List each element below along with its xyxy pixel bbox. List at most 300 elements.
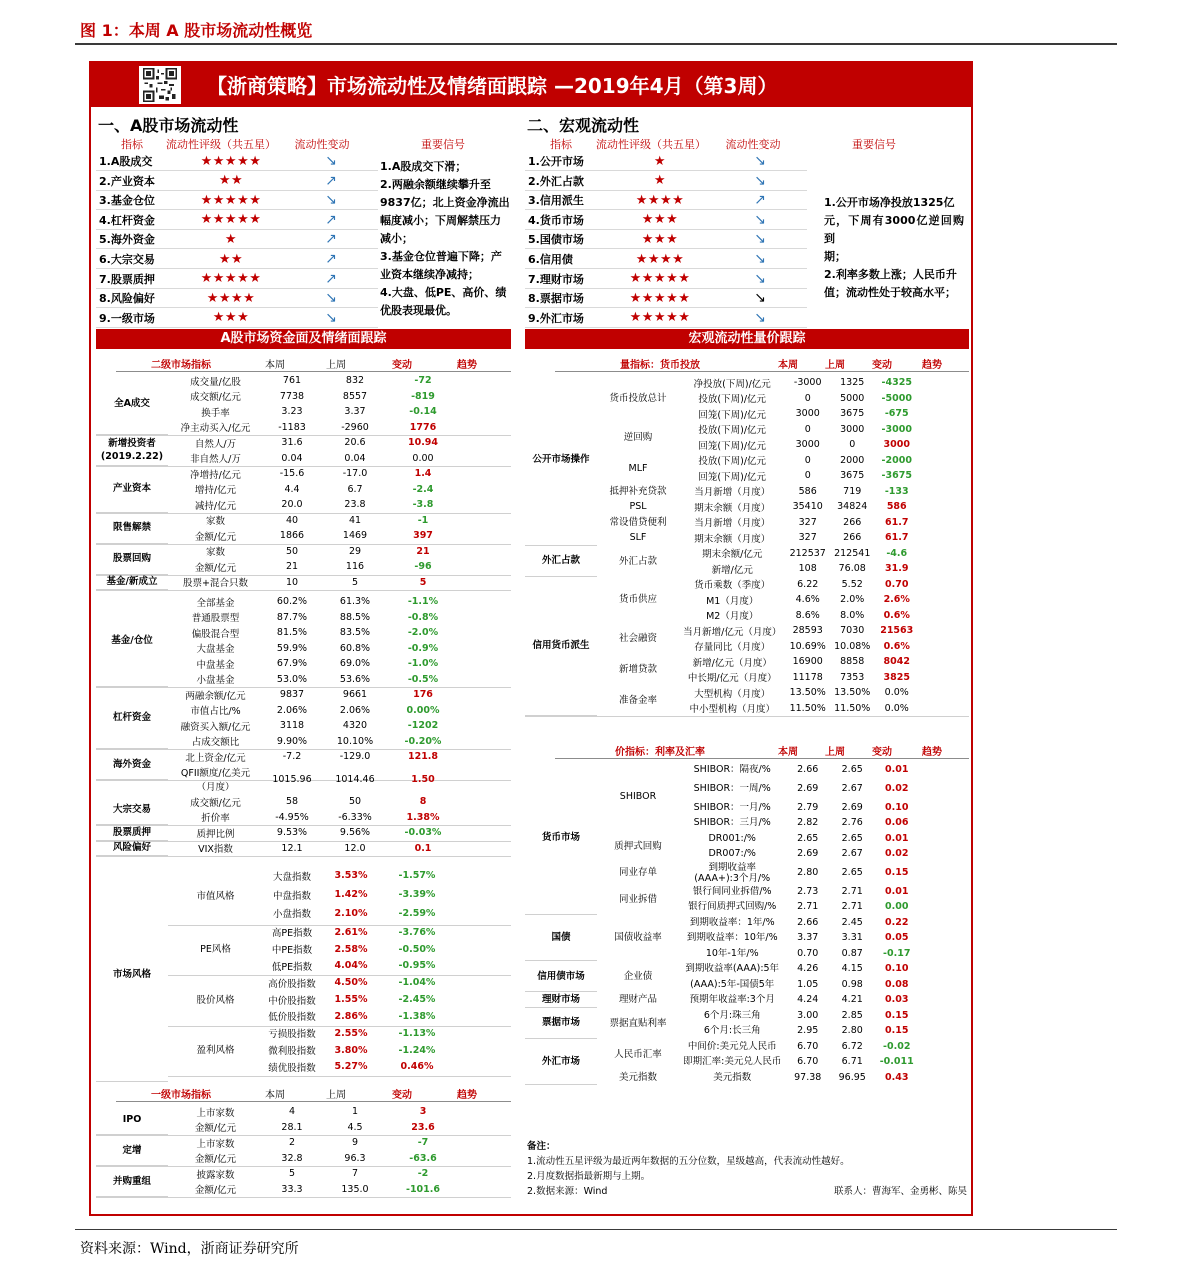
change: 0.01 (885, 885, 909, 897)
this-week: 10.69% (789, 640, 826, 652)
sub-label: 抵押补充贷款 (609, 485, 667, 497)
rating-row (96, 309, 378, 328)
header-cell: 变动 (392, 360, 412, 371)
last-week: 61.3% (339, 596, 371, 608)
last-week: 41 (348, 514, 362, 526)
star-rating: ★★ (218, 251, 244, 267)
note-line: 2.月度数据指最新期与上期。 (527, 1171, 651, 1182)
last-week: 4.15 (841, 963, 863, 975)
sub-label: 国债收益率 (614, 932, 662, 944)
last-week: 4320 (342, 720, 368, 732)
last-week: 2.45 (841, 916, 863, 928)
this-week: 33.3 (281, 1183, 303, 1195)
table-row (168, 1182, 511, 1198)
this-week: 40 (285, 514, 299, 526)
table-row (679, 375, 919, 391)
change: 0.1 (414, 842, 432, 854)
indicator-name: 9.外汇市场 (528, 311, 584, 325)
this-week: 20.0 (281, 499, 303, 511)
this-week: 1015.96 (272, 773, 312, 785)
this-week: 50 (285, 545, 299, 557)
group-divider (96, 590, 511, 591)
last-week: 266 (843, 516, 862, 528)
change: -3.8 (412, 499, 434, 511)
index-name: 低价股指数 (268, 1012, 316, 1024)
table-row (168, 641, 511, 657)
table-row (679, 778, 919, 800)
metric-name: 期末余额/亿元 (702, 549, 763, 561)
table-row (679, 1039, 919, 1055)
change: 0.05 (885, 932, 909, 944)
group-label: 货币市场 (525, 762, 597, 915)
this-week: 31.6 (281, 437, 303, 449)
rating-row (525, 309, 807, 328)
metric-name: M2（月度） (706, 611, 759, 623)
metric-name: SHIBOR：隔夜/% (693, 764, 771, 776)
this-week: 3.53% (334, 870, 368, 882)
last-week: 7 (351, 1168, 359, 1180)
last-week: 34824 (837, 501, 868, 513)
change: 1.50 (411, 773, 435, 785)
table-row (168, 734, 511, 750)
group-label: 限售解禁 (96, 513, 168, 544)
change: 3 (419, 1106, 427, 1118)
this-week: 2.80 (797, 867, 819, 878)
metric-name: (AAA):5年-国债5年 (690, 978, 775, 990)
sub-label: 理财产品 (618, 994, 657, 1006)
last-week: 88.5% (339, 611, 371, 623)
table-row (679, 406, 919, 422)
section-title-a-share: 一、A股市场流动性 (98, 116, 239, 135)
this-week: 5 (288, 1168, 296, 1180)
sub-label: 社会融资 (618, 633, 657, 644)
this-week: 28593 (792, 625, 823, 637)
last-week: 2.65 (841, 764, 863, 776)
last-week: 2.65 (841, 867, 863, 878)
metric-name: 即期汇率:美元兑人民币 (683, 1056, 782, 1068)
trend-arrow-icon: ↗ (754, 192, 766, 209)
header-cell: 价指标：利率及汇率 (615, 747, 705, 758)
table-row (679, 453, 919, 469)
change: -4.6 (886, 547, 908, 559)
last-week: -3.76% (398, 926, 436, 938)
metric-name: DR001:/% (708, 832, 756, 844)
this-week: 0.04 (281, 452, 303, 464)
table-row (168, 404, 511, 420)
last-week: 50 (348, 796, 362, 808)
note-line: 2.数据来源：Wind (527, 1186, 608, 1197)
metric-name: VIX指数 (198, 844, 233, 856)
metric-name: QFII额度/亿美元 （月度） (180, 768, 251, 794)
this-week: 108 (798, 563, 817, 575)
this-week: 3.80% (334, 1044, 368, 1056)
trend-arrow-icon: ↘ (325, 290, 337, 307)
last-week: 1 (351, 1106, 359, 1118)
sub-label: 货币供应 (618, 594, 657, 606)
group-label: 信用货币派生 (525, 577, 597, 717)
this-week: 0 (804, 454, 811, 466)
last-week: 10.10% (336, 735, 374, 747)
section1-signals (380, 158, 510, 320)
indicator-name: 6.大宗交易 (99, 253, 155, 266)
table-row (679, 639, 919, 655)
change: -0.20% (404, 735, 442, 747)
metric-name: 上市家数 (196, 1107, 235, 1119)
table-row (679, 577, 919, 593)
index-name: 高价股指数 (268, 978, 316, 990)
last-week: 266 (843, 532, 862, 544)
header-indicator: 指标 (550, 138, 572, 151)
metric-name: 到期收益率：1年/% (689, 916, 775, 928)
this-week: 11.50% (789, 702, 826, 714)
metric-name: 投放(下周)/亿元 (698, 394, 767, 406)
index-name: 小盘指数 (272, 909, 311, 921)
table-row (679, 515, 919, 531)
signal-line: 业资本继续净减持； (380, 268, 479, 281)
table-row (168, 435, 511, 451)
style-row (263, 925, 463, 941)
last-week: 76.08 (838, 563, 866, 575)
change: 1.38% (406, 811, 440, 823)
change: -0.03% (404, 827, 442, 839)
this-week: 0 (804, 423, 811, 435)
last-week: 2.65 (841, 832, 863, 844)
metric-name: 成交额/亿元 (190, 797, 241, 809)
sub-label: 同业拆借 (618, 893, 657, 905)
style-row (263, 1026, 463, 1042)
table-row (168, 513, 511, 529)
metric-name: 上市家数 (196, 1138, 235, 1150)
table-row (679, 530, 919, 546)
this-week: 10 (285, 576, 299, 588)
signal-line: 1.A股成交下滑； (380, 160, 467, 173)
this-week: 1.05 (797, 978, 819, 990)
group-label: 国债 (525, 915, 597, 962)
table-row (679, 670, 919, 686)
sub-label: 准备金率 (618, 695, 657, 706)
group-label: 基金/仓位 (96, 594, 168, 687)
metric-name: 家数 (205, 516, 225, 528)
metric-name: 自然人/万 (194, 438, 237, 450)
dashboard-banner (91, 63, 971, 107)
sub-label: 票据直贴利率 (609, 1017, 667, 1029)
change: 0.6% (883, 640, 910, 652)
table-row (679, 846, 919, 862)
indicator-name: 4.杠杆资金 (99, 213, 155, 227)
table-row (679, 899, 919, 915)
header-cell: 本周 (265, 360, 285, 371)
metric-name: 新增/亿元 (711, 564, 753, 576)
table-row (168, 625, 511, 641)
indicator-name: 4.货币市场 (528, 213, 584, 227)
metric-name: 净主动买入/亿元 (180, 423, 251, 435)
table-row (168, 1151, 511, 1167)
index-name: 微利股指数 (268, 1046, 316, 1058)
header-cell: 变动 (872, 747, 892, 758)
this-week: -15.6 (279, 468, 305, 480)
change: 3825 (883, 671, 910, 683)
star-rating: ★ (653, 153, 667, 169)
this-week: 8.6% (795, 609, 820, 621)
change: -3675 (881, 470, 912, 482)
table-row (168, 610, 511, 626)
last-week: 8.0% (840, 609, 865, 621)
change: 0.0% (884, 702, 909, 714)
last-week: 6.71 (841, 1056, 863, 1068)
metric-name: 当月新增（月度） (694, 518, 771, 530)
group-label: 外汇市场 (525, 1039, 597, 1086)
last-week: -17.0 (342, 468, 368, 480)
this-week: -3000 (793, 377, 822, 389)
this-week: 1866 (279, 530, 305, 542)
this-week: 4.50% (334, 977, 368, 989)
change: -2000 (881, 454, 912, 466)
metric-name: 偏股混合型 (191, 628, 240, 640)
notes (527, 1139, 967, 1199)
index-name: 中PE指数 (271, 945, 313, 957)
sub-label: 美元指数 (618, 1071, 657, 1083)
last-week: 3.31 (841, 932, 863, 944)
sub-label: PSL (629, 501, 647, 513)
rating-row (96, 270, 378, 289)
change: -2 (417, 1168, 429, 1180)
metric-name: 成交量/亿股 (190, 376, 241, 388)
last-week: -2960 (341, 421, 369, 433)
indicator-name: 2.产业资本 (99, 174, 155, 188)
signal-line: 优股表现最优。 (380, 304, 457, 317)
group-label: 并购重组 (96, 1166, 168, 1197)
indicator-name: 5.海外资金 (99, 233, 155, 247)
this-week: 4.04% (334, 960, 368, 972)
change: 21 (416, 545, 430, 557)
rating-row (96, 172, 378, 191)
change: 397 (413, 530, 433, 542)
last-week: 0 (849, 439, 856, 451)
trend-arrow-icon: ↗ (325, 231, 337, 248)
table-row (168, 718, 511, 734)
last-week: -1.57% (398, 870, 436, 882)
last-week: -6.33% (338, 811, 372, 823)
qr-code-icon (139, 66, 181, 104)
trend-arrow-icon: ↗ (325, 211, 337, 228)
header-cell: 本周 (778, 747, 798, 758)
group-label: 股票回购 (96, 544, 168, 575)
table-row (168, 389, 511, 405)
table-row (679, 654, 919, 670)
change: 0.00% (406, 704, 440, 716)
section1-ratings (96, 152, 378, 328)
last-week: 2.71 (841, 901, 863, 913)
change: -4325 (881, 377, 912, 389)
table-row (168, 1135, 511, 1151)
last-week: 6.72 (841, 1040, 863, 1052)
style-row (263, 958, 463, 974)
header-cell: 上周 (326, 360, 346, 371)
table-row (168, 825, 511, 841)
last-week: 23.8 (344, 499, 366, 511)
change: -0.14 (409, 406, 437, 418)
header-cell: 上周 (825, 360, 845, 371)
last-week: 116 (345, 561, 365, 573)
group-divider (168, 1076, 511, 1077)
last-week: 11.50% (834, 702, 871, 714)
star-rating: ★★★★★ (200, 212, 262, 228)
this-week: 3.37 (797, 932, 819, 944)
metric-name: SHIBOR：一月/% (693, 801, 771, 813)
metric-name: 两融余额/亿元 (185, 690, 246, 702)
this-week: 35410 (792, 501, 823, 513)
signal-line: 元，下周有3000亿逆回购到 (824, 214, 964, 245)
header-cell: 趋势 (457, 1090, 477, 1101)
signal-line: 减小； (380, 232, 413, 245)
indicator-name: 6.信用债 (528, 253, 573, 266)
rating-row (525, 289, 807, 308)
table-row (679, 1054, 919, 1070)
this-week: 2.71 (797, 901, 819, 913)
indicator-name: 5.国债市场 (528, 233, 584, 247)
table-row (679, 561, 919, 577)
this-week: 4 (288, 1106, 296, 1118)
rating-row (96, 230, 378, 249)
this-week: 0.70 (797, 947, 819, 959)
this-week: 6.22 (797, 578, 819, 590)
star-rating: ★★★★★ (629, 310, 691, 326)
star-rating: ★★★★ (635, 251, 685, 267)
table-row (679, 685, 919, 701)
metric-name: 折价率 (201, 813, 230, 825)
liquidity-dashboard (89, 61, 973, 1216)
rating-row (525, 191, 807, 210)
metric-name: DR007:/% (708, 848, 756, 860)
table-row (168, 451, 511, 467)
group-label: 股票质押 (96, 825, 168, 841)
this-week: 2.10% (334, 907, 368, 919)
metric-name: 质押比例 (196, 828, 235, 840)
this-week: 4.6% (795, 594, 820, 606)
section1-header (98, 136, 518, 150)
signal-line: 期； (824, 250, 846, 263)
table-row (168, 373, 511, 389)
star-rating: ★★★★★ (629, 271, 691, 287)
change: -2.0% (407, 627, 439, 639)
last-week: 1325 (840, 377, 865, 389)
change: 0.00 (885, 901, 909, 913)
group-label: 定增 (96, 1135, 168, 1166)
table-row (679, 1008, 919, 1024)
table-row (168, 703, 511, 719)
metric-name: 全部基金 (196, 597, 235, 609)
group-label: 票据市场 (525, 1008, 597, 1039)
sub-label: 质押式回购 (614, 840, 662, 852)
style-row (263, 1059, 463, 1075)
change: 23.6 (411, 1121, 435, 1133)
this-week: 2.69 (797, 848, 819, 860)
section-title-macro: 二、宏观流动性 (527, 116, 640, 135)
change: 0.43 (885, 1071, 909, 1083)
last-week: 9 (351, 1137, 359, 1149)
index-name: 低PE指数 (271, 961, 313, 973)
this-week: 2.73 (797, 885, 819, 897)
header-change: 流动性变动 (725, 138, 781, 151)
indicator-name: 8.风险偏好 (99, 292, 155, 306)
change: 0.10 (885, 801, 909, 813)
this-week: 212537 (789, 547, 826, 559)
metric-name: 6个月:珠三角 (703, 1009, 761, 1021)
last-week: 719 (843, 485, 862, 497)
this-week: 53.0% (276, 673, 308, 685)
star-rating: ★★★ (641, 212, 679, 228)
change: 1.4 (414, 468, 432, 480)
metric-name: 投放(下周)/亿元 (698, 425, 767, 437)
this-week: 1.55% (334, 994, 368, 1006)
index-name: 中价股指数 (268, 995, 316, 1007)
table-divider (525, 716, 969, 717)
style-row (263, 975, 463, 991)
group-label: 基金/新成立 (96, 575, 168, 591)
table-row (168, 794, 511, 810)
last-week: 2.71 (841, 885, 863, 897)
this-week: 87.7% (276, 611, 308, 623)
sub-label: 人民币汇率 (614, 1048, 662, 1060)
table-row (168, 687, 511, 703)
sub-label: 同业存单 (618, 867, 657, 878)
change: 0.15 (885, 1009, 909, 1021)
table-row (679, 930, 919, 946)
rating-row (525, 230, 807, 249)
table-row (168, 420, 511, 436)
last-week: 9661 (342, 689, 368, 701)
change: 0.6% (883, 609, 910, 621)
last-week: 12.0 (344, 842, 366, 854)
last-week: 10.08% (834, 640, 871, 652)
index-name: 绩优股指数 (268, 1062, 316, 1074)
table-row (168, 575, 511, 591)
this-week: 21 (285, 561, 299, 573)
a-share-tracking-bar: A股市场资金面及情绪面跟踪 (96, 329, 511, 349)
change: -7 (417, 1137, 429, 1149)
last-week: -2.45% (398, 994, 436, 1006)
metric-name: 普通股票型 (191, 613, 240, 625)
metric-name: 融资买入额/亿元 (180, 721, 251, 733)
table-row (679, 422, 919, 438)
last-week: 29 (348, 545, 362, 557)
this-week: 3000 (795, 408, 820, 420)
last-week: 3675 (840, 408, 865, 420)
change: 586 (886, 501, 907, 513)
table-row (168, 544, 511, 560)
table-row (168, 497, 511, 513)
table-row (679, 701, 919, 717)
indicator-name: 1.A股成交 (99, 155, 153, 168)
index-name: 亏损股指数 (268, 1029, 316, 1041)
table-row (168, 841, 511, 857)
index-name: 大盘指数 (272, 871, 311, 883)
sub-label: MLF (628, 462, 648, 474)
table-row (679, 499, 919, 515)
signal-line: 值；流动性处于较高水平； (824, 286, 956, 299)
change: -819 (411, 390, 435, 402)
metric-name: 当月新增（月度） (694, 487, 771, 499)
change: 3000 (883, 439, 910, 451)
header-cell: 上周 (326, 1090, 346, 1101)
table-row (168, 482, 511, 498)
table-row (679, 391, 919, 407)
this-week: 327 (798, 532, 817, 544)
metric-name: 净投放(下周)/亿元 (693, 378, 771, 390)
change: 121.8 (407, 751, 439, 763)
sub-label: 新增贷款 (618, 664, 657, 675)
table-row (679, 546, 919, 562)
